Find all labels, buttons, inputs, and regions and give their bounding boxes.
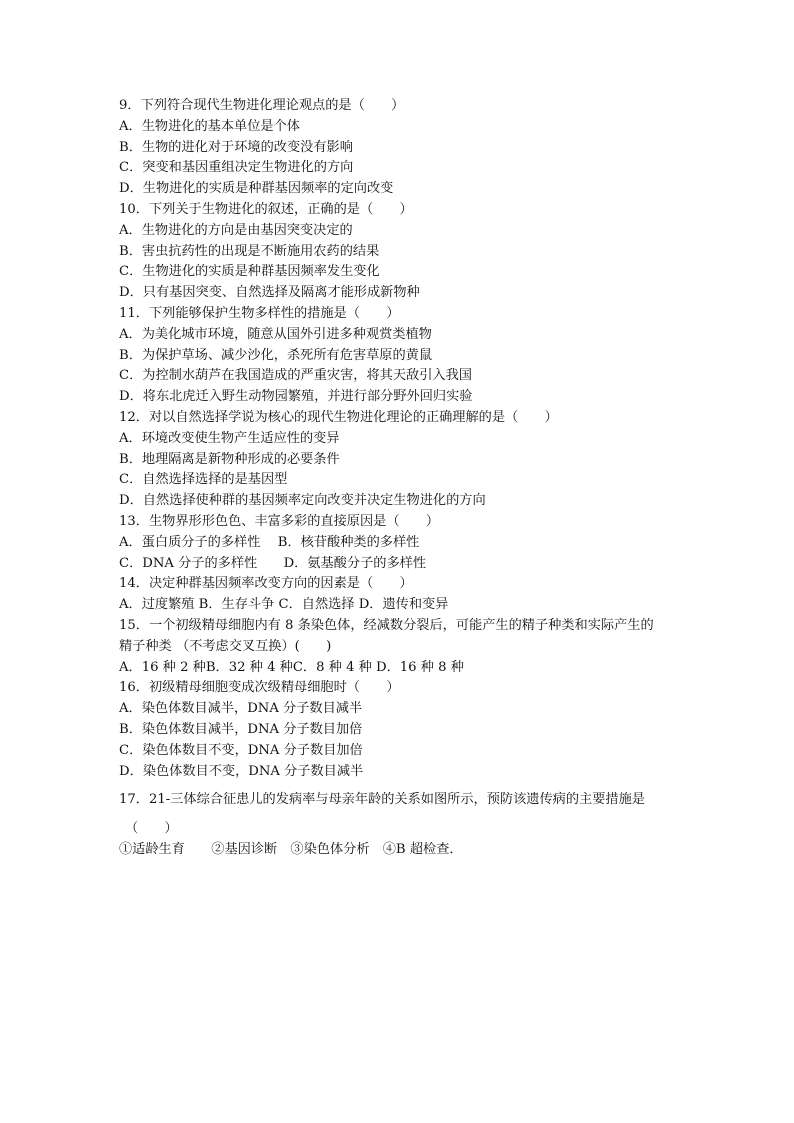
option-d: D．将东北虎迁入野生动物园繁殖，并进行部分野外回归实验 (119, 389, 473, 405)
option-b: B．地理隔离是新物种形成的必要条件 (119, 451, 340, 467)
option-b: B．害虫抗药性的出现是不断施用农药的结果 (119, 243, 380, 259)
option-d: D．染色体数目不变，DNA 分子数目减半 (119, 763, 364, 779)
option-c: C．染色体数目不变，DNA 分子数目加倍 (119, 742, 363, 758)
question-12 (119, 408, 699, 512)
option-c: C．自然选择选择的是基因型 (119, 472, 288, 488)
option-b: B．为保护草场、减少沙化，杀死所有危害草原的黄鼠 (119, 347, 433, 363)
option-a: A．环境改变使生物产生适应性的变异 (119, 430, 340, 446)
question-10 (119, 200, 699, 304)
option-a: A．染色体数目减半，DNA 分子数目减半 (119, 701, 363, 717)
option-a: A．生物进化的基本单位是个体 (119, 118, 300, 134)
question-11 (119, 304, 699, 408)
question-17 (119, 790, 699, 860)
options-row: A．过度繁殖 B．生存斗争 C．自然选择 D．遗传和变异 (119, 597, 449, 613)
question-stem: 17．21-三体综合征患儿的发病率与母亲年龄的关系如图所示，预防该遗传病的主要措施是 (119, 792, 645, 808)
option-a: A．为美化城市环境，随意从国外引进多种观赏类植物 (119, 326, 432, 342)
option-b: B．生物的进化对于环境的改变没有影响 (119, 139, 353, 155)
question-stem-line-1: 15．一个初级精母细胞内有 8 条染色体，经减数分裂后，可能产生的精子种类和实际产生的 (119, 617, 654, 633)
option-d: D．生物进化的实质是种群基因频率的定向改变 (119, 181, 394, 197)
question-stem: 11．下列能够保护生物多样性的措施是（ ） (119, 305, 400, 321)
option-c: C．为控制水葫芦在我国造成的严重灾害，将其天敌引入我国 (119, 368, 472, 384)
question-stem: 16．初级精母细胞变成次级精母细胞时（ ） (119, 680, 400, 696)
option-c: C．生物进化的实质是种群基因频率发生变化 (119, 264, 380, 280)
answer-parentheses: （ ） (125, 821, 178, 837)
question-13 (119, 512, 699, 574)
question-14 (119, 574, 699, 616)
question-stem: 14．决定种群基因频率改变方向的因素是（ ） (119, 576, 413, 592)
question-stem-line-2: 精子种类 （不考虑交叉互换）( ) (119, 638, 332, 654)
options-ab: A．蛋白质分子的多样性 B．核苷酸种类的多样性 (119, 534, 420, 550)
options-row: A．16 种 2 种B．32 种 4 种C．8 种 4 种 D．16 种 8 种 (119, 659, 464, 675)
option-c: C．突变和基因重组决定生物进化的方向 (119, 160, 354, 176)
options-row: ①适龄生育 ②基因诊断 ③染色体分析 ④B 超检查． (119, 841, 463, 857)
option-d: D．自然选择使种群的基因频率定向改变并决定生物进化的方向 (119, 493, 486, 509)
question-16 (119, 678, 699, 782)
question-stem: 12．对以自然选择学说为核心的现代生物进化理论的正确理解的是（ ） (119, 409, 558, 425)
option-d: D．只有基因突变、自然选择及隔离才能形成新物种 (119, 285, 420, 301)
option-b: B．染色体数目减半，DNA 分子数目加倍 (119, 721, 363, 737)
question-stem: 9．下列符合现代生物进化理论观点的是（ ） (119, 98, 405, 113)
options-cd: C．DNA 分子的多样性 D．氨基酸分子的多样性 (119, 555, 427, 571)
question-list (119, 96, 699, 861)
option-a: A．生物进化的方向是由基因突变决定的 (119, 222, 353, 238)
question-stem: 10．下列关于生物进化的叙述，正确的是（ ） (119, 201, 413, 217)
question-9 (119, 96, 699, 200)
question-15 (119, 616, 699, 678)
question-stem: 13．生物界形形色色、丰富多彩的直接原因是（ ） (119, 513, 440, 529)
